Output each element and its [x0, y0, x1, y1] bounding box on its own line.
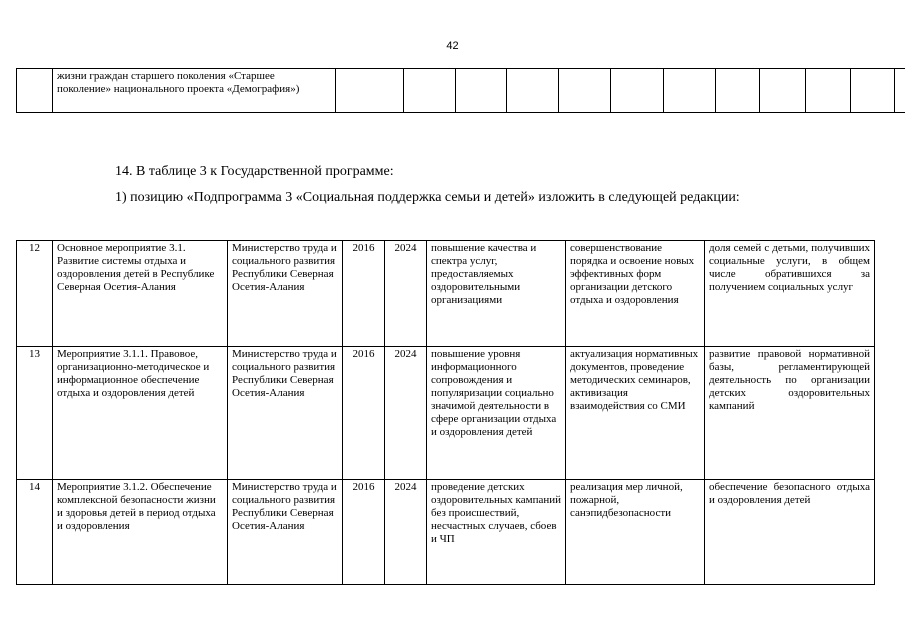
- table-cell: [664, 69, 716, 113]
- table-row: [17, 480, 875, 585]
- table-cell: [611, 69, 664, 113]
- row-number: 12: [17, 241, 53, 347]
- table-cell: [507, 69, 559, 113]
- activity-name: Мероприятие 3.1.2. Обеспечение комплексной безопасности жизни и здоровья детей в период отдыха и оздоровления: [53, 480, 228, 585]
- row-number: 13: [17, 347, 53, 480]
- paragraph-14: 14. В таблице 3 к Государственной программе:: [115, 164, 394, 179]
- table-row: [17, 241, 875, 347]
- table-cell: [716, 69, 760, 113]
- table-cell: [806, 69, 851, 113]
- start-year: 2016: [343, 241, 385, 347]
- indicator: развитие правовой нормативной базы, регламентирующей деятельность по организации детских оздоровительных кампаний: [705, 347, 875, 480]
- table-row: [17, 69, 905, 113]
- table-cell: [760, 69, 806, 113]
- table-cell: [17, 69, 53, 113]
- executor: Министерство труда и социального развития Республики Северная Осетия-Алания: [228, 347, 343, 480]
- table-row: [17, 347, 875, 480]
- table-cell: [456, 69, 507, 113]
- executor: Министерство труда и социального развития Республики Северная Осетия-Алания: [228, 480, 343, 585]
- page-number: 42: [446, 40, 459, 52]
- row-number: 14: [17, 480, 53, 585]
- main-directions: реализация мер личной, пожарной, санэпидбезопасности: [566, 480, 705, 585]
- start-year: 2016: [343, 347, 385, 480]
- indicator: обеспечение безопасного отдыха и оздоровления детей: [705, 480, 875, 585]
- end-year: 2024: [385, 347, 427, 480]
- table-cell: [336, 69, 404, 113]
- expected-result: проведение детских оздоровительных кампаний без происшествий, несчастных случаев, сбоев и ЧП: [427, 480, 566, 585]
- program-table: [16, 240, 875, 585]
- indicator: доля семей с детьми, получивших социальные услуги, в общем числе обратившихся за получением социальных услуг: [705, 241, 875, 347]
- executor: Министерство труда и социального развития Республики Северная Осетия-Алания: [228, 241, 343, 347]
- end-year: 2024: [385, 241, 427, 347]
- previous-table-fragment: [16, 68, 905, 113]
- table-cell: [404, 69, 456, 113]
- table-cell: [895, 69, 905, 113]
- table-cell: [559, 69, 611, 113]
- main-directions: актуализация нормативных документов, проведение методических семинаров, активизация взаимодействия со СМИ: [566, 347, 705, 480]
- table-cell: [851, 69, 895, 113]
- main-directions: совершенствование порядка и освоение новых эффективных форм организации детского отдыха и оздоровления: [566, 241, 705, 347]
- activity-name: Мероприятие 3.1.1. Правовое, организационно-методическое и информационное обеспечение отдыха и оздоровления детей: [53, 347, 228, 480]
- end-year: 2024: [385, 480, 427, 585]
- paragraph-1: 1) позицию «Подпрограмма 3 «Социальная поддержка семьи и детей» изложить в следующей редакции:: [115, 190, 740, 205]
- start-year: 2016: [343, 480, 385, 585]
- activity-name: Основное мероприятие 3.1. Развитие системы отдыха и оздоровления детей в Республике Северная Осетия-Алания: [53, 241, 228, 347]
- expected-result: повышение уровня информационного сопровождения и популяризации социально значимой деятельности в сфере организации отдыха и оздоровления детей: [427, 347, 566, 480]
- table-cell-text: жизни граждан старшего поколения «Старшее поколение» национального проекта «Демография»): [53, 69, 336, 113]
- expected-result: повышение качества и спектра услуг, предоставляемых оздоровительными организациями: [427, 241, 566, 347]
